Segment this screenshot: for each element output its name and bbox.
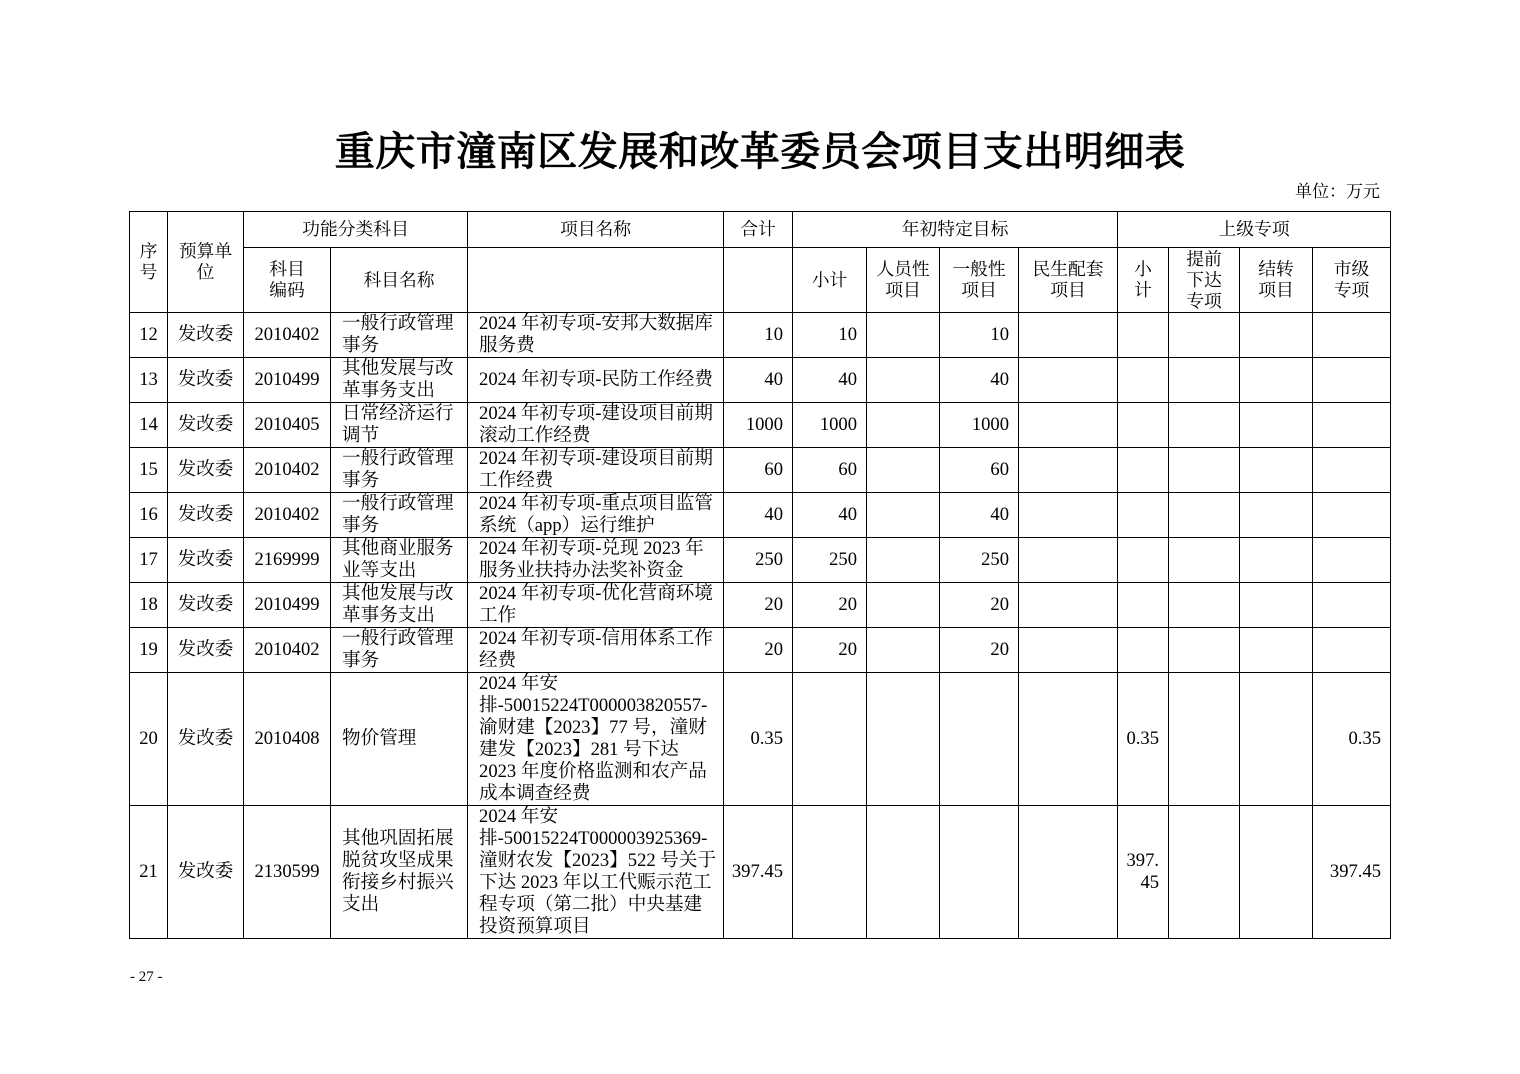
cell-project-name: 2024 年初专项-建设项目前期工作经费 xyxy=(468,448,724,493)
cell-subject-name: 一般行政管理事务 xyxy=(331,313,468,358)
cell-livelihood xyxy=(1019,448,1118,493)
cell-advance xyxy=(1169,403,1240,448)
cell-carryover xyxy=(1240,806,1313,939)
cell-project-name: 2024 年初专项-民防工作经费 xyxy=(468,358,724,403)
cell-project-name: 2024 年安排-50015224T000003925369-潼财农发【2023】522 号关于下达 2023 年以工代赈示范工程专项（第二批）中央基建投资预算项目 xyxy=(468,806,724,939)
cell-subject-name: 其他商业服务业等支出 xyxy=(331,538,468,583)
cell-budget-unit: 发改委 xyxy=(168,583,244,628)
cell-budget-unit: 发改委 xyxy=(168,806,244,939)
header-function-class: 功能分类科目 xyxy=(244,212,468,248)
cell-carryover xyxy=(1240,403,1313,448)
cell-livelihood xyxy=(1019,358,1118,403)
cell-superior-subtotal xyxy=(1118,538,1169,583)
header-subject-code: 科目编码 xyxy=(244,248,331,313)
cell-city-special: 0.35 xyxy=(1313,673,1391,806)
cell-subject-name: 日常经济运行调节 xyxy=(331,403,468,448)
cell-subject-name: 一般行政管理事务 xyxy=(331,628,468,673)
cell-total: 0.35 xyxy=(724,673,793,806)
cell-subject-code: 2010499 xyxy=(244,583,331,628)
cell-city-special xyxy=(1313,403,1391,448)
header-advance: 提前下达专项 xyxy=(1169,248,1240,313)
cell-superior-subtotal xyxy=(1118,358,1169,403)
table-row xyxy=(130,448,1391,493)
cell-advance xyxy=(1169,538,1240,583)
header-superior-subtotal: 小计 xyxy=(1118,248,1169,313)
table-row xyxy=(130,673,1391,806)
cell-livelihood xyxy=(1019,313,1118,358)
cell-carryover xyxy=(1240,448,1313,493)
cell-budget-unit: 发改委 xyxy=(168,673,244,806)
cell-total: 397.45 xyxy=(724,806,793,939)
cell-general: 60 xyxy=(940,448,1019,493)
cell-city-special xyxy=(1313,313,1391,358)
cell-personnel xyxy=(867,403,940,448)
cell-subject-code: 2010402 xyxy=(244,628,331,673)
cell-subject-name: 一般行政管理事务 xyxy=(331,493,468,538)
header-annual-targets: 年初特定目标 xyxy=(793,212,1118,248)
header-livelihood: 民生配套项目 xyxy=(1019,248,1118,313)
cell-annual-subtotal: 40 xyxy=(793,493,867,538)
cell-advance xyxy=(1169,583,1240,628)
cell-annual-subtotal: 20 xyxy=(793,583,867,628)
cell-seq: 20 xyxy=(130,673,168,806)
cell-annual-subtotal xyxy=(793,806,867,939)
cell-subject-code: 2010402 xyxy=(244,448,331,493)
table-row xyxy=(130,583,1391,628)
cell-seq: 18 xyxy=(130,583,168,628)
cell-advance xyxy=(1169,448,1240,493)
cell-city-special xyxy=(1313,358,1391,403)
cell-seq: 13 xyxy=(130,358,168,403)
cell-annual-subtotal: 40 xyxy=(793,358,867,403)
cell-advance xyxy=(1169,673,1240,806)
cell-seq: 16 xyxy=(130,493,168,538)
budget-table xyxy=(129,211,1391,939)
cell-general: 1000 xyxy=(940,403,1019,448)
cell-seq: 14 xyxy=(130,403,168,448)
cell-general xyxy=(940,806,1019,939)
table-row xyxy=(130,313,1391,358)
cell-budget-unit: 发改委 xyxy=(168,628,244,673)
table-row xyxy=(130,806,1391,939)
cell-advance xyxy=(1169,628,1240,673)
cell-superior-subtotal xyxy=(1118,448,1169,493)
cell-annual-subtotal xyxy=(793,673,867,806)
cell-livelihood xyxy=(1019,806,1118,939)
cell-subject-code: 2010402 xyxy=(244,313,331,358)
cell-total: 250 xyxy=(724,538,793,583)
cell-superior-subtotal xyxy=(1118,628,1169,673)
table-row xyxy=(130,358,1391,403)
cell-total: 10 xyxy=(724,313,793,358)
header-carryover: 结转项目 xyxy=(1240,248,1313,313)
cell-seq: 21 xyxy=(130,806,168,939)
cell-annual-subtotal: 250 xyxy=(793,538,867,583)
cell-subject-name: 其他发展与改革事务支出 xyxy=(331,583,468,628)
cell-project-name: 2024 年初专项-建设项目前期滚动工作经费 xyxy=(468,403,724,448)
header-project-name: 项目名称 xyxy=(468,212,724,248)
cell-total: 60 xyxy=(724,448,793,493)
cell-subject-code: 2010405 xyxy=(244,403,331,448)
header-personnel: 人员性项目 xyxy=(867,248,940,313)
cell-total: 1000 xyxy=(724,403,793,448)
header-row-2 xyxy=(130,248,1391,313)
header-superior-special: 上级专项 xyxy=(1118,212,1391,248)
cell-city-special: 397.45 xyxy=(1313,806,1391,939)
cell-subject-name: 一般行政管理事务 xyxy=(331,448,468,493)
header-seq: 序号 xyxy=(130,212,168,313)
cell-general: 250 xyxy=(940,538,1019,583)
table-row xyxy=(130,493,1391,538)
cell-city-special xyxy=(1313,583,1391,628)
cell-superior-subtotal xyxy=(1118,493,1169,538)
page-title: 重庆市潼南区发展和改革委员会项目支出明细表 xyxy=(334,129,1186,174)
cell-livelihood xyxy=(1019,673,1118,806)
cell-personnel xyxy=(867,313,940,358)
cell-subject-code: 2010402 xyxy=(244,493,331,538)
cell-general: 20 xyxy=(940,628,1019,673)
cell-superior-subtotal xyxy=(1118,403,1169,448)
cell-budget-unit: 发改委 xyxy=(168,493,244,538)
cell-personnel xyxy=(867,448,940,493)
cell-budget-unit: 发改委 xyxy=(168,538,244,583)
cell-carryover xyxy=(1240,583,1313,628)
cell-budget-unit: 发改委 xyxy=(168,403,244,448)
cell-city-special xyxy=(1313,538,1391,583)
cell-total: 20 xyxy=(724,628,793,673)
cell-personnel xyxy=(867,673,940,806)
cell-superior-subtotal: 397.45 xyxy=(1118,806,1169,939)
cell-budget-unit: 发改委 xyxy=(168,448,244,493)
cell-seq: 17 xyxy=(130,538,168,583)
cell-carryover xyxy=(1240,673,1313,806)
cell-personnel xyxy=(867,493,940,538)
cell-superior-subtotal xyxy=(1118,583,1169,628)
cell-city-special xyxy=(1313,448,1391,493)
cell-superior-subtotal: 0.35 xyxy=(1118,673,1169,806)
cell-project-name: 2024 年初专项-重点项目监管系统（app）运行维护 xyxy=(468,493,724,538)
cell-general: 20 xyxy=(940,583,1019,628)
cell-project-name: 2024 年初专项-安邦大数据库服务费 xyxy=(468,313,724,358)
cell-total: 40 xyxy=(724,358,793,403)
cell-annual-subtotal: 10 xyxy=(793,313,867,358)
cell-personnel xyxy=(867,806,940,939)
cell-seq: 12 xyxy=(130,313,168,358)
cell-personnel xyxy=(867,583,940,628)
cell-project-name: 2024 年初专项-信用体系工作经费 xyxy=(468,628,724,673)
cell-seq: 19 xyxy=(130,628,168,673)
cell-carryover xyxy=(1240,493,1313,538)
cell-advance xyxy=(1169,806,1240,939)
cell-subject-code: 2130599 xyxy=(244,806,331,939)
cell-subject-code: 2010408 xyxy=(244,673,331,806)
cell-seq: 15 xyxy=(130,448,168,493)
cell-livelihood xyxy=(1019,403,1118,448)
cell-budget-unit: 发改委 xyxy=(168,358,244,403)
unit-label: 单位：万元 xyxy=(1295,182,1380,201)
header-general: 一般性项目 xyxy=(940,248,1019,313)
cell-general: 40 xyxy=(940,358,1019,403)
cell-annual-subtotal: 1000 xyxy=(793,403,867,448)
cell-total: 40 xyxy=(724,493,793,538)
table-row xyxy=(130,403,1391,448)
header-project-name-blank xyxy=(468,248,724,313)
cell-subject-code: 2010499 xyxy=(244,358,331,403)
cell-livelihood xyxy=(1019,628,1118,673)
cell-annual-subtotal: 20 xyxy=(793,628,867,673)
cell-subject-name: 其他发展与改革事务支出 xyxy=(331,358,468,403)
table-row xyxy=(130,628,1391,673)
cell-subject-code: 2169999 xyxy=(244,538,331,583)
cell-advance xyxy=(1169,493,1240,538)
cell-subject-name: 物价管理 xyxy=(331,673,468,806)
cell-livelihood xyxy=(1019,538,1118,583)
cell-total: 20 xyxy=(724,583,793,628)
cell-livelihood xyxy=(1019,583,1118,628)
cell-general: 10 xyxy=(940,313,1019,358)
cell-personnel xyxy=(867,358,940,403)
cell-project-name: 2024 年初专项-优化营商环境工作 xyxy=(468,583,724,628)
table-row xyxy=(130,538,1391,583)
cell-city-special xyxy=(1313,493,1391,538)
cell-advance xyxy=(1169,358,1240,403)
cell-carryover xyxy=(1240,628,1313,673)
cell-project-name: 2024 年安排-50015224T000003820557-渝财建【2023】77 号，潼财建发【2023】281 号下达 2023 年度价格监测和农产品成本调查经费 xyxy=(468,673,724,806)
header-budget-unit: 预算单位 xyxy=(168,212,244,313)
cell-budget-unit: 发改委 xyxy=(168,313,244,358)
header-total-blank xyxy=(724,248,793,313)
header-city-special: 市级专项 xyxy=(1313,248,1391,313)
cell-general xyxy=(940,673,1019,806)
cell-city-special xyxy=(1313,628,1391,673)
cell-livelihood xyxy=(1019,493,1118,538)
cell-personnel xyxy=(867,628,940,673)
cell-project-name: 2024 年初专项-兑现 2023 年服务业扶持办法奖补资金 xyxy=(468,538,724,583)
cell-superior-subtotal xyxy=(1118,313,1169,358)
cell-carryover xyxy=(1240,358,1313,403)
cell-advance xyxy=(1169,313,1240,358)
cell-carryover xyxy=(1240,313,1313,358)
header-total: 合计 xyxy=(724,212,793,248)
cell-general: 40 xyxy=(940,493,1019,538)
cell-carryover xyxy=(1240,538,1313,583)
header-annual-subtotal: 小计 xyxy=(793,248,867,313)
header-subject-name: 科目名称 xyxy=(331,248,468,313)
page-number: - 27 - xyxy=(130,969,163,985)
header-row-1 xyxy=(130,212,1391,248)
cell-annual-subtotal: 60 xyxy=(793,448,867,493)
cell-subject-name: 其他巩固拓展脱贫攻坚成果衔接乡村振兴支出 xyxy=(331,806,468,939)
cell-personnel xyxy=(867,538,940,583)
